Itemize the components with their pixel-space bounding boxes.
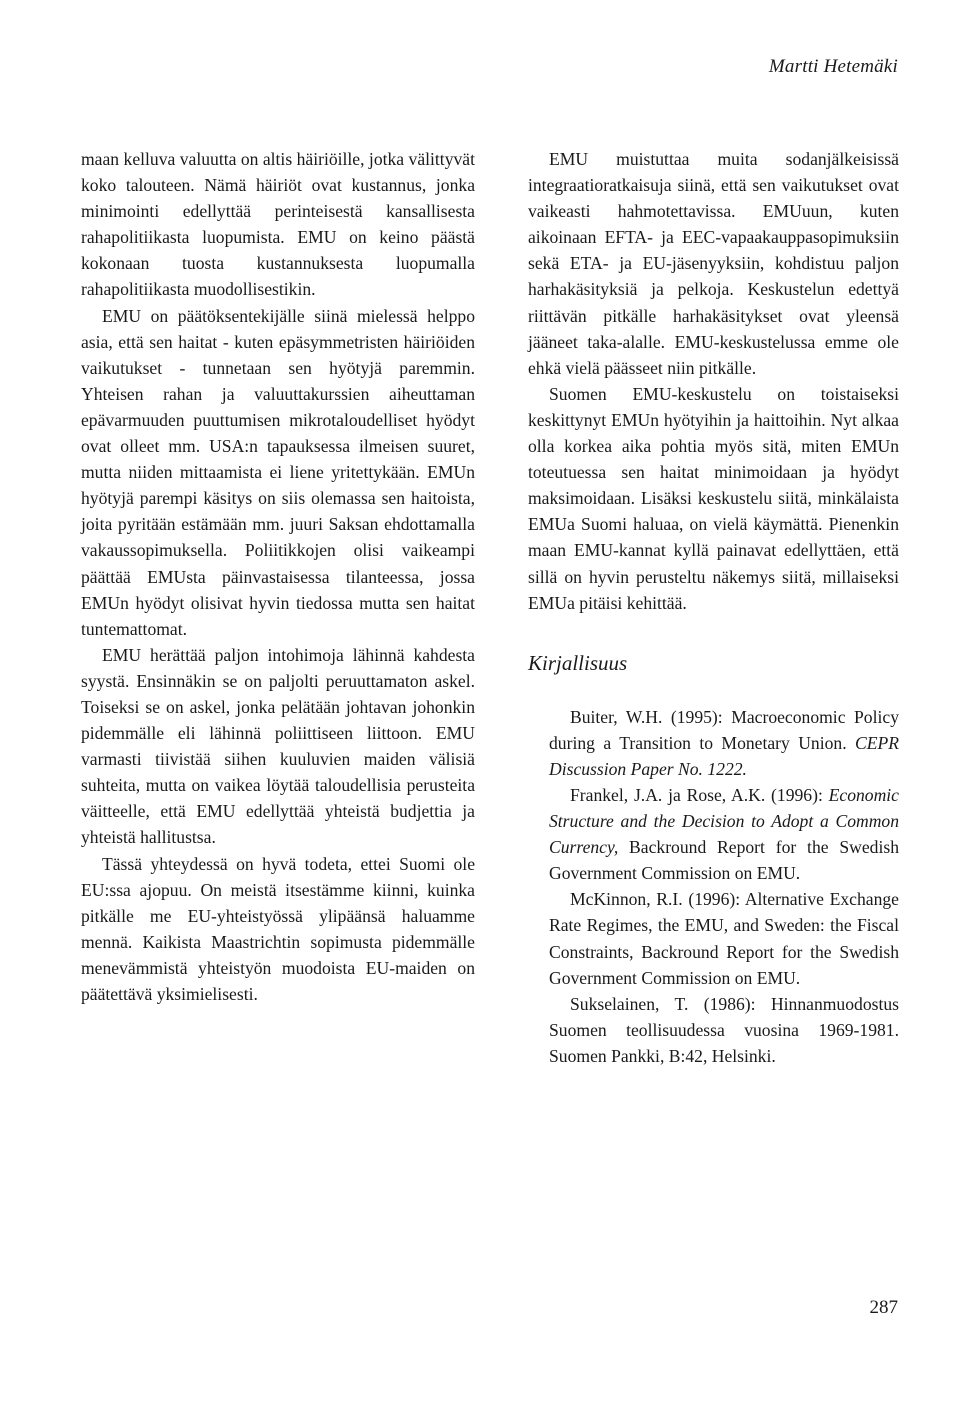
running-header-author: Martti Hetemäki (768, 56, 898, 77)
reference-italic-text: Economic Structure and the Decision to Adopt a Common Currency, (549, 784, 899, 858)
body-paragraph: Tässä yhteydessä on hyvä todeta, ettei Suomi ole EU:ssa ajopuu. On meistä itsestämme kiinni, kuinka pitkälle me EU-yhteistyössä ylipäänsä haluamme mennä. Kaikista Maastrichtin sopimusta pidemmälle menevämmistä yhteistyön muodoista EU-maiden on päätettävä yksimielisesti. (81, 853, 475, 1004)
reference-text: Sukselainen, T. (1986): Hinnanmuodostus Suomen teollisuudessa vuosina 1969-1981. Suomen Pankki, B:42, Helsinki. (549, 993, 899, 1066)
reference-text: Backround Report for the Swedish Government Commission on EMU. (549, 837, 899, 884)
reference-italic-text: CEPR Discussion Paper No. 1222. (549, 732, 899, 779)
body-paragraph: EMU on päätöksentekijälle siinä mielessä helppo asia, että sen haitat - kuten epäsymmetristen häiriöiden vaikutukset - tunnetaan sen hyötyjä paremmin. Yhteisen rahan ja valuuttakurssien aiheuttaman epävarmuuden puuttumisen mikrotaloudelliset hyödyt ovat olleet mm. USA:n tapauksessa ilmeisen suuret, mutta niiden mittaamista ei liene yritettykään. EMUn hyötyjä parempi käsitys on siis olemassa sen haitoista, joita pyritään estämään mm. juuri Saksan ehdottamalla vakaussopimuksella. Poliitikkojen olisi vaikeampi päättää EMUsta päinvastaisessa tilanteessa, jossa EMUn hyödyt olisivat hyvin tiedossa mutta sen haitat tuntemattomat. (81, 305, 475, 639)
right-column (528, 146, 899, 1069)
reference-entry (528, 704, 899, 782)
body-paragraph: maan kelluva valuutta on altis häiriöille, jotka välittyvät koko talouteen. Nämä häiriöt ovat kustannus, jonka minimointi edellyttää perinteisestä kansallisesta rahapolitiikasta luopumista. EMU on keino päästä kokonaan tuosta kustannuksesta luopumalla rahapolitiikasta muodollisestikin. (81, 149, 475, 300)
reference-entry (528, 886, 899, 990)
body-paragraph: EMU herättää paljon intohimoja lähinnä kahdesta syystä. Ensinnäkin se on paljolti peruuttamaton askel. Toiseksi se on askel, jonka pelätään johtavan johonkin pidemmälle eli lähinnä poliittiseen liittoon. EMU varmasti tiivistää siihen kuuluvien maiden välisiä suhteita, mutta on vaikea löytää taloudellisia perusteita väitteelle, että EMU edellyttää yhteistä budjettia ja yhteistä hallitustsa. (81, 644, 475, 848)
left-column (81, 146, 475, 1007)
reference-text: Buiter, W.H. (1995): Macroeconomic Policy during a Transition to Monetary Union. (549, 706, 899, 753)
reference-entry (528, 782, 899, 886)
section-heading-references: Kirjallisuus (528, 650, 628, 675)
reference-text: Frankel, J.A. ja Rose, A.K. (1996): (570, 784, 829, 805)
body-paragraph: EMU muistuttaa muita sodanjälkeisissä integraatioratkaisuja siinä, että sen vaikutukset ovat vaikeasti hahmotettavissa. EMUuun, kuten aikoinaan EFTA- ja EEC-vapaakauppasopimuksiin sekä ETA- ja EU-jäsenyyksiin, kohdistuu paljon harhakäsityksiä ja pelkoja. Keskustelun edettyä riittävän pitkälle harhakäsitykset ovat yleensä jääneet taka-alalle. EMU-keskustelussa emme ole ehkä vielä päässeet niin pitkälle. (528, 149, 899, 378)
reference-entry (528, 991, 899, 1069)
page-number: 287 (869, 1297, 898, 1318)
reference-text: McKinnon, R.I. (1996): Alternative Exchange Rate Regimes, the EMU, and Sweden: the Fiscal Constraints, Backround Report for the Swedish Government Commission on EMU. (549, 889, 899, 988)
body-paragraph: Suomen EMU-keskustelu on toistaiseksi keskittynyt EMUn hyötyihin ja haittoihin. Nyt alkaa olla korkea aika pohtia myös sitä, miten EMUn toteutuessa sen haitat minimoidaan ja hyödyt maksimoidaan. Lisäksi keskustelu siitä, minkälaista EMUa Suomi haluaa, on vielä käymättä. Pienenkin maan EMU-kannat kyllä painavat edellyttäen, että sillä on hyvin perusteltu näkemys siitä, millaiseksi EMUa pitäisi kehittää. (528, 383, 899, 613)
